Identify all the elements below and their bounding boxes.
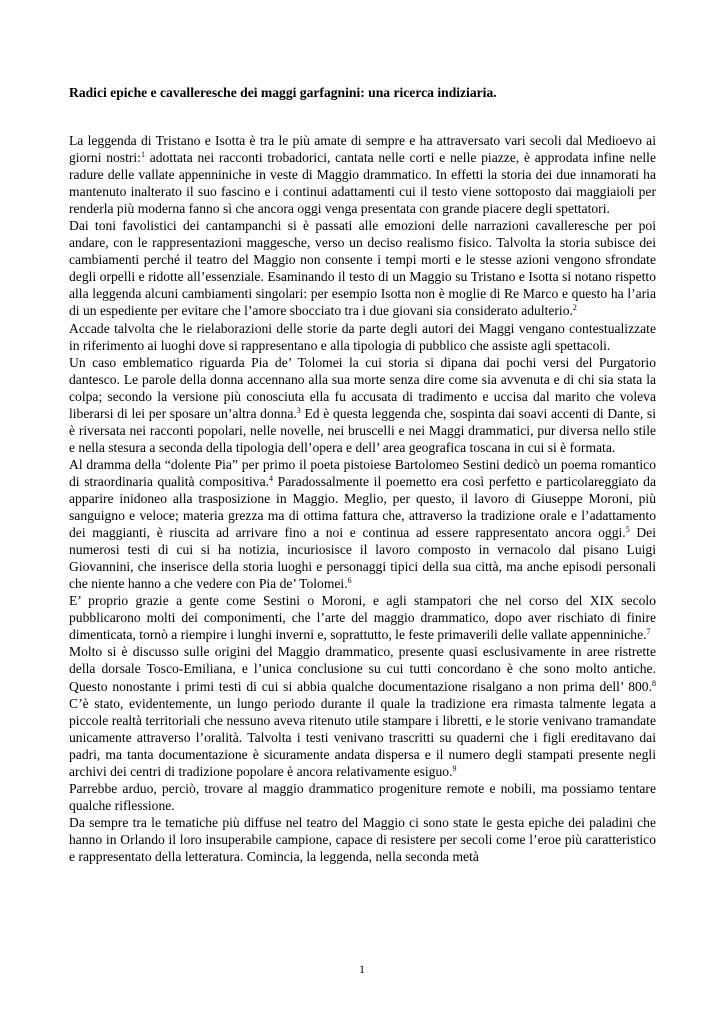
body-paragraph: [69, 814, 656, 865]
footnote-ref: 1: [140, 150, 145, 160]
paragraph-text: Dai toni favolistici dei cantampanchi si è passati alle emozioni delle narrazioni cavalleresche per poi andare, con le rappresentazioni maggesche, verso un deciso realismo fisico. Talvolta la storia subisce dei cambiamenti perché il teatro del Maggio non consente i tempi morti e le stesse azioni vengono sfrondate degli orpelli e ridotte all’essenziale. Esaminando il testo di un Maggio su Tristano e Isotta si notano rispetto alla leggenda alcuni cambiamenti singolari: per esempio Isotta non è moglie di Re Marco e questo ha l’aria di un espediente per evitare che l’amore sbocciato tra i due giovani sia considerato adulterio.: [69, 218, 656, 319]
footnote-ref: 2: [572, 303, 577, 313]
footnote-ref: 3: [296, 405, 301, 415]
paragraph-text: Al dramma della “dolente Pia” per primo il poeta pistoiese Bartolomeo Sestini dedicò un poema romantico di straordinaria qualità compositiva.: [69, 456, 656, 489]
footnote-ref: 9: [452, 763, 457, 773]
footnote-ref: 4: [269, 473, 274, 483]
body-paragraph: [69, 592, 656, 643]
footnote-ref: 6: [347, 576, 352, 586]
page-number: 1: [359, 962, 365, 976]
paragraph-text: Molto si è discusso sulle origini del Maggio drammatico, presente quasi esclusivamente in aree ristrette della dorsale Tosco-Emiliana, e l’unica conclusione su cui tutti concordano è che sono molto antiche. Questo nonostante i primi testi di cui si abbia qualche documentazione risalgano a non prima dell’ 800.: [69, 644, 656, 694]
document-body: [69, 132, 656, 865]
body-paragraph: [69, 456, 656, 592]
body-paragraph: [69, 354, 656, 456]
paragraph-text: Da sempre tra le tematiche più diffuse nel teatro del Maggio ci sono state le gesta epiche dei paladini che hanno in Orlando il loro insuperabile campione, capace di resistere per secoli come l’eroe più caratteristico e rappresentato della letteratura. Comincia, la leggenda, nella seconda metà: [69, 814, 656, 864]
paragraph-text: Ed è questa leggenda che, sospinta dai soavi accenti di Dante, si è riversata nei racconti popolari, nelle novelle, nei bruscelli e nei Maggi drammatici, pur diversa nello stile e nella stesura a seconda della tipologia dell’opera e dell’ area geografica toscana in cui si è formata.: [69, 405, 656, 455]
paragraph-text: Paradossalmente il poemetto era così perfetto e particolareggiato da apparire inidoneo alla trasposizione in Maggio. Meglio, per questo, il lavoro di Giuseppe Moroni, più sanguigno e veloce; materia grezza ma di ottima fattura che, attraverso la tradizione orale e l’adattamento dei maggianti, è riuscita ad arrivare fino a noi e continua ad essere rappresentato ancora oggi.: [69, 473, 656, 541]
footnote-ref: 8: [652, 678, 656, 688]
body-paragraph: [69, 132, 656, 217]
body-paragraph: [69, 320, 656, 354]
body-paragraph: [69, 217, 656, 319]
paragraph-text: adottata nei racconti trobadorici, cantata nelle corti e nelle piazze, è approdata infine nelle radure delle vallate appenniniche in veste di Maggio drammatico. In effetti la storia dei due innamorati ha mantenuto inalterato il suo fascino e i continui adattamenti cui il testo viene sottoposto dai maggiaioli per renderla più moderna fanno sì che ancora oggi venga presentata con grande piacere degli spettatori.: [69, 150, 656, 217]
paragraph-text: Un caso emblematico riguarda Pia de’ Tolomei la cui storia si dipana dai pochi versi del Purgatorio dantesco. Le parole della donna accennano alla sua morte senza dire come sia avvenuta e di chi sia stata la colpa; secondo la versione più conosciuta ella fu accusata di tradimento e uccisa dal marito che voleva liberarsi di lei per sposare un’altra donna.: [69, 354, 656, 421]
paragraph-text: Parrebbe arduo, perciò, trovare al maggio drammatico progeniture remote e nobili, ma possiamo tentare qualche riflessione.: [69, 780, 656, 813]
paragraph-text: C’è stato, evidentemente, un lungo periodo durante il quale la tradizione era rimasta talmente legata a piccole realtà territoriali che nessuno aveva ritenuto utile stampare i libretti, e le storie venivano tramandate unicamente attraverso l’oralità. Talvolta i testi venivano trascritti su quaderni che i figli ereditavano dai padri, ma tanta documentazione è sicuramente andata dispersa e il numero degli stampati presente negli archivi dei centri di tradizione popolare è ancora relativamente esiguo.: [69, 695, 656, 779]
paragraph-text: E’ proprio grazie a gente come Sestini o Moroni, e agli stampatori che nel corso del XIX secolo pubblicarono molti dei componimenti, che l’arte del maggio drammatico, dopo aver rischiato di finire dimenticata, tornò a riempire i lunghi inverni e, soprattutto, le feste primaverili delle vallate appenniniche.: [69, 593, 656, 643]
body-paragraph: [69, 780, 656, 814]
document-title: Radici epiche e cavalleresche dei maggi garfagnini: una ricerca indiziaria.: [69, 85, 497, 100]
paragraph-text: Dei numerosi testi di cui si ha notizia, incuriosisce il lavoro composto in vernacolo dal pisano Luigi Giovannini, che inserisce della storia luoghi e personaggi tipici della sua città, ma anche episodi personali che niente hanno a che vedere con Pia de’ Tolomei.: [69, 525, 656, 592]
footnote-ref: 7: [646, 627, 651, 637]
footnote-ref: 5: [625, 525, 630, 535]
body-paragraph: [69, 643, 656, 779]
paragraph-text: Accade talvolta che le rielaborazioni delle storie da parte degli autori dei Maggi vengano contestualizzate in riferimento ai luoghi dove si rappresentano e alla tipologia di pubblico che assiste agli spettacoli.: [69, 320, 656, 353]
paragraph-text: La leggenda di Tristano e Isotta è tra le più amate di sempre e ha attraversato vari secoli dal Medioevo ai giorni nostri:: [69, 133, 656, 166]
